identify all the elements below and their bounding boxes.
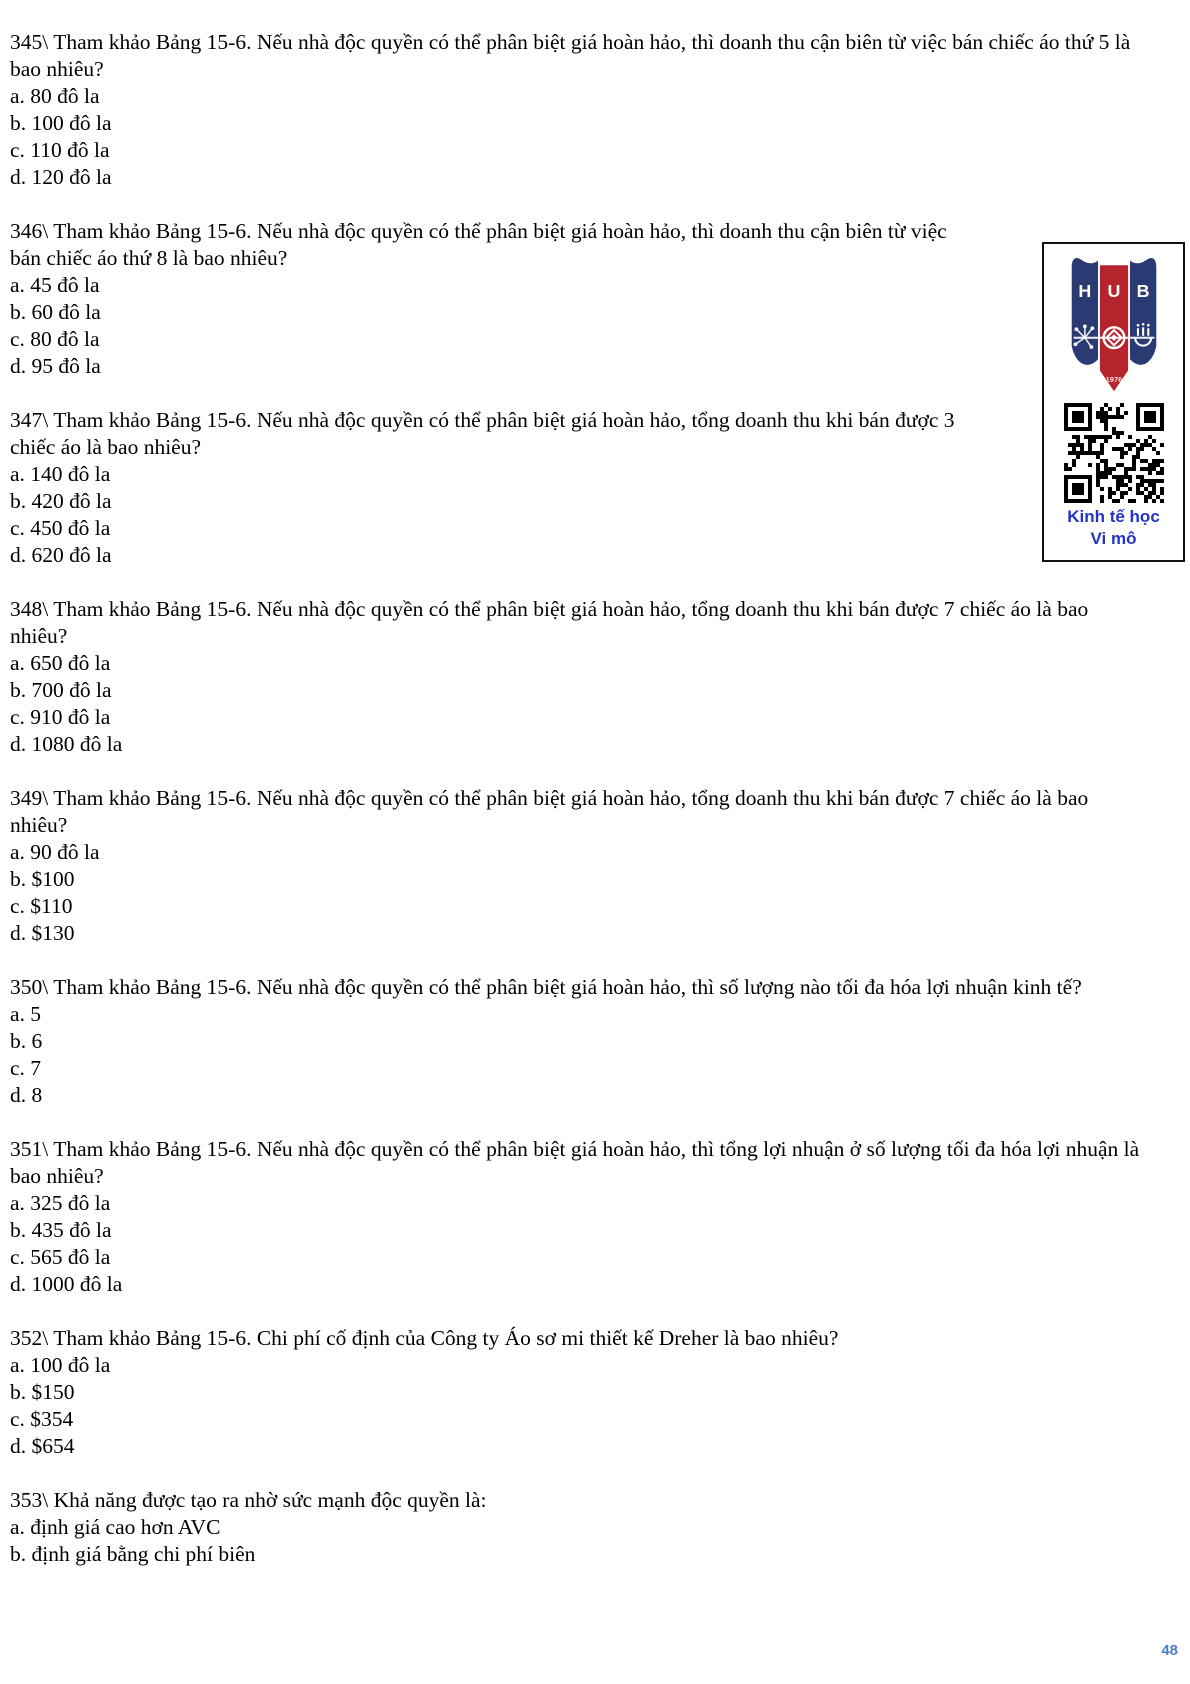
answer-option: b. 6 [10, 1029, 43, 1053]
answer-option: b. định giá bằng chi phí biên [10, 1542, 256, 1566]
answer-option: d. $130 [10, 921, 75, 945]
svg-text:U: U [1107, 281, 1120, 302]
answer-option: b. $100 [10, 867, 75, 891]
answer-option: a. 90 đô la [10, 840, 100, 864]
logo-caption [1044, 506, 1183, 550]
answer-option: a. 650 đô la [10, 651, 111, 675]
answer-option: d. 1000 đô la [10, 1272, 123, 1296]
svg-text:H: H [1077, 281, 1091, 302]
answer-option: a. 140 đô la [10, 462, 111, 486]
question-block-349 [10, 785, 1140, 947]
question-text: 352\ Tham khảo Bảng 15-6. Chi phí cố định của Công ty Áo sơ mi thiết kế Dreher là bao nhiêu? [10, 1326, 839, 1350]
question-block-346 [10, 218, 1140, 380]
answer-option: b. 435 đô la [10, 1218, 112, 1242]
question-block-351 [10, 1136, 1140, 1298]
answer-option: d. 1080 đô la [10, 732, 123, 756]
hub-branding-card [1042, 242, 1185, 562]
answer-option: d. 8 [10, 1083, 43, 1107]
question-text: 353\ Khả năng được tạo ra nhờ sức mạnh độc quyền là: [10, 1488, 487, 1512]
question-text: 350\ Tham khảo Bảng 15-6. Nếu nhà độc quyền có thể phân biệt giá hoàn hảo, thì số lượng nào tối đa hóa lợi nhuận kinh tế? [10, 975, 1082, 999]
answer-option: a. 80 đô la [10, 84, 100, 108]
answer-option: b. 100 đô la [10, 111, 112, 135]
answer-option: a. 100 đô la [10, 1353, 111, 1377]
answer-option: d. 620 đô la [10, 543, 112, 567]
question-text: 349\ Tham khảo Bảng 15-6. Nếu nhà độc quyền có thể phân biệt giá hoàn hảo, tổng doanh thu khi bán được 7 chiếc áo là bao nhiêu? [10, 786, 1089, 837]
logo-caption-line1: Kinh tế học [1067, 507, 1160, 526]
answer-option: a. 5 [10, 1002, 42, 1026]
svg-text:B: B [1136, 281, 1150, 302]
answer-option: c. 110 đô la [10, 138, 110, 162]
answer-option: c. 450 đô la [10, 516, 111, 540]
question-block-352 [10, 1325, 1140, 1460]
logo-caption-line2: Vi mô [1090, 529, 1137, 548]
question-block-353 [10, 1487, 1140, 1568]
hub-shield-logo [1067, 254, 1161, 395]
answer-option: d. $654 [10, 1434, 75, 1458]
answer-option: c. 80 đô la [10, 327, 100, 351]
question-block-347 [10, 407, 1140, 569]
answer-option: b. 60 đô la [10, 300, 101, 324]
question-text: 348\ Tham khảo Bảng 15-6. Nếu nhà độc quyền có thể phân biệt giá hoàn hảo, tổng doanh thu khi bán được 7 chiếc áo là bao nhiêu? [10, 597, 1089, 648]
question-text: 347\ Tham khảo Bảng 15-6. Nếu nhà độc quyền có thể phân biệt giá hoàn hảo, tổng doanh thu khi bán được 3 chiếc áo là bao nhiêu? [10, 408, 955, 459]
question-text: 351\ Tham khảo Bảng 15-6. Nếu nhà độc quyền có thể phân biệt giá hoàn hảo, thì tổng lợi nhuận ở số lượng tối đa hóa lợi nhuận là bao nhiêu? [10, 1137, 1140, 1188]
question-text: 345\ Tham khảo Bảng 15-6. Nếu nhà độc quyền có thể phân biệt giá hoàn hảo, thì doanh thu cận biên từ việc bán chiếc áo thứ 5 là bao nhiêu? [10, 30, 1131, 81]
answer-option: c. $354 [10, 1407, 74, 1431]
answer-option: b. $150 [10, 1380, 75, 1404]
question-text: 346\ Tham khảo Bảng 15-6. Nếu nhà độc quyền có thể phân biệt giá hoàn hảo, thì doanh thu cận biên từ việc bán chiếc áo thứ 8 là bao nhiêu? [10, 219, 947, 270]
answer-option: a. định giá cao hơn AVC [10, 1515, 221, 1539]
qr-code [1064, 403, 1164, 503]
answer-option: b. 700 đô la [10, 678, 112, 702]
answer-option: c. 565 đô la [10, 1245, 111, 1269]
answer-option: d. 95 đô la [10, 354, 101, 378]
question-block-345 [10, 29, 1140, 191]
answer-option: d. 120 đô la [10, 165, 112, 189]
answer-option: b. 420 đô la [10, 489, 112, 513]
answer-option: a. 45 đô la [10, 273, 100, 297]
svg-text:1976: 1976 [1105, 374, 1122, 384]
answer-option: a. 325 đô la [10, 1191, 111, 1215]
answer-option: c. $110 [10, 894, 73, 918]
page-number: 48 [1161, 1642, 1178, 1659]
question-block-348 [10, 596, 1140, 758]
answer-option: c. 910 đô la [10, 705, 111, 729]
question-block-350 [10, 974, 1140, 1109]
answer-option: c. 7 [10, 1056, 42, 1080]
